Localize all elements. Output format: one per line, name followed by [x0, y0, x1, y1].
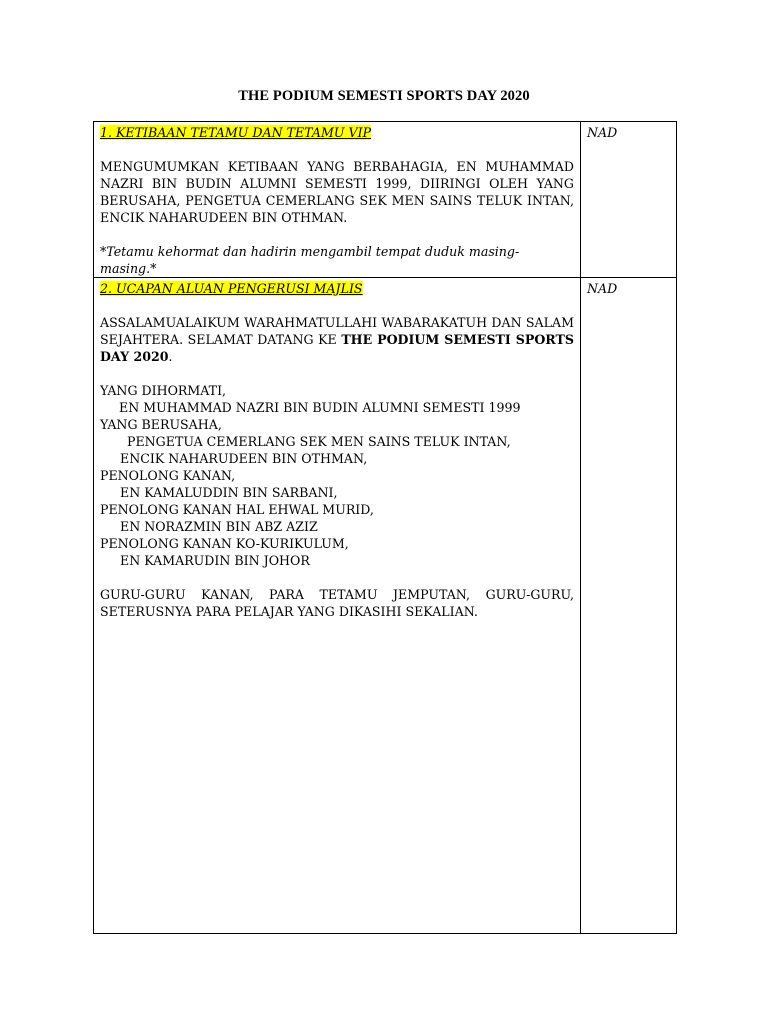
honorifics-list — [100, 382, 574, 569]
greeting-paragraph — [100, 314, 574, 365]
list-item: YANG DIHORMATI, — [100, 383, 227, 398]
list-item: ENCIK NAHARUDEEN BIN OTHMAN, — [120, 451, 368, 466]
list-item: EN MUHAMMAD NAZRI BIN BUDIN ALUMNI SEMESTI 1999 — [119, 400, 521, 415]
speaker-cell — [581, 122, 677, 278]
list-item: PENOLONG KANAN HAL EHWAL MURID, — [100, 502, 374, 517]
section-content — [94, 122, 581, 278]
speaker-cell — [581, 278, 677, 934]
table-row — [94, 122, 677, 278]
speaker-label: NAD — [587, 281, 618, 296]
list-item: YANG BERUSAHA, — [100, 417, 222, 432]
list-item: EN KAMARUDIN BIN JOHOR — [120, 553, 310, 568]
list-item: PENOLONG KANAN KO-KURIKULUM, — [100, 536, 349, 551]
list-item: EN NORAZMIN BIN ABZ AZIZ — [120, 519, 318, 534]
script-table — [93, 121, 677, 934]
section-heading: 2. UCAPAN ALUAN PENGERUSI MAJLIS — [100, 281, 363, 296]
section-heading: 1. KETIBAAN TETAMU DAN TETAMU VIP — [100, 125, 372, 140]
section-content — [94, 278, 581, 934]
greeting-end: . — [168, 349, 173, 364]
section-note: *Tetamu kehormat dan hadirin mengambil tempat duduk masing-masing.* — [100, 244, 520, 276]
table-row — [94, 278, 677, 934]
speaker-label: NAD — [587, 125, 618, 140]
event-name: THE PODIUM SEMESTI SPORTS DAY 2020 — [100, 332, 574, 364]
list-item: PENOLONG KANAN, — [100, 468, 236, 483]
list-item: PENGETUA CEMERLANG SEK MEN SAINS TELUK INTAN, — [127, 434, 511, 449]
section-body: MENGUMUMKAN KETIBAAN YANG BERBAHAGIA, EN MUHAMMAD NAZRI BIN BUDIN ALUMNI SEMESTI 1999, DIIRINGI OLEH YANG BERUSAHA, PENGETUA CEMERLANG SEK MEN SAINS TELUK INTAN, ENCIK NAHARUDEEN BIN OTHMAN. — [100, 159, 574, 225]
document-title: THE PODIUM SEMESTI SPORTS DAY 2020 — [238, 88, 530, 104]
closing-paragraph: GURU-GURU KANAN, PARA TETAMU JEMPUTAN, GURU-GURU, SETERUSNYA PARA PELAJAR YANG DIKASIHI SEKALIAN. — [100, 587, 574, 619]
greeting-text: ASSALAMUALAIKUM WARAHMATULLAHI WABARAKATUH DAN SALAM SEJAHTERA. SELAMAT DATANG KE — [100, 315, 574, 347]
list-item: EN KAMALUDDIN BIN SARBANI, — [120, 485, 338, 500]
